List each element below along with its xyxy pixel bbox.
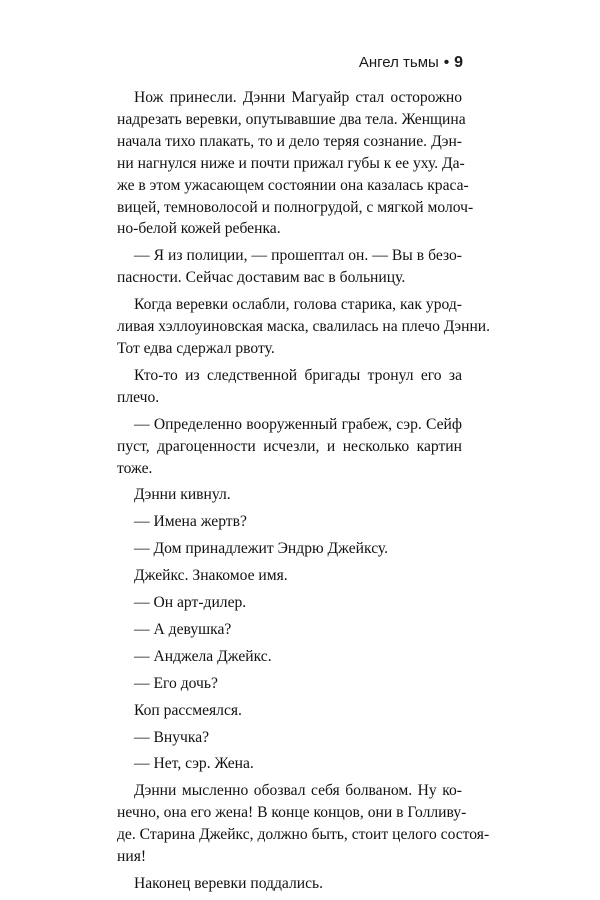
text-line: ни нагнулся ниже и почти прижал губы к ее уху. Да- — [117, 154, 465, 172]
paragraph — [117, 727, 462, 749]
text-line: — Анджела Джейкс. — [134, 647, 272, 665]
paragraph — [117, 245, 462, 289]
paragraph — [117, 484, 462, 506]
text-line: — Нет, сэр. Жена. — [134, 755, 254, 773]
paragraph — [117, 592, 462, 614]
text-line: ния! — [117, 848, 147, 866]
text-line: начала тихо плакать, то и дело теряя сознание. Дэн- — [117, 132, 462, 150]
text-line: — А девушка? — [134, 620, 232, 638]
text-line: — Его дочь? — [134, 674, 218, 692]
text-line: Нож принесли. Дэнни Магуайр стал осторожно — [134, 89, 462, 106]
text-line: ливая хэллоуиновская маска, свалилась на плечо Дэнни. — [117, 318, 491, 336]
running-head-title: Ангел тьмы — [358, 54, 439, 71]
text-line: тоже. — [117, 459, 153, 477]
running-head-separator: • — [443, 54, 450, 71]
text-line: но-белой кожей ребенка. — [117, 220, 281, 238]
paragraph — [117, 414, 462, 480]
text-line: Дэнни мысленно обозвал себя болваном. Ну ко- — [134, 782, 462, 800]
paragraph — [117, 538, 462, 560]
text-line: пасности. Сейчас доставим вас в больницу. — [117, 269, 406, 287]
text-line: вицей, темноволосой и полногрудой, с мягкой молоч- — [117, 198, 474, 216]
text-line: — Я из полиции, — прошептал он. — Вы в безо- — [134, 247, 462, 265]
paragraph — [117, 673, 462, 695]
text-line: же в этом ужасающем состоянии она казалась краса- — [117, 176, 469, 194]
text-line: — Он арт-дилер. — [134, 594, 247, 612]
page-number: 9 — [454, 54, 463, 71]
paragraph — [117, 565, 462, 587]
paragraph — [117, 780, 490, 868]
paragraph — [117, 700, 462, 722]
text-line: де. Старина Джейкс, должно быть, стоит целого состоя- — [117, 826, 490, 844]
running-head — [359, 54, 463, 72]
text-line: Джейкс. Знакомое имя. — [134, 567, 288, 585]
body-text — [117, 87, 491, 900]
paragraph — [117, 873, 462, 895]
paragraph — [117, 365, 462, 409]
paragraph — [117, 753, 462, 775]
text-line: Наконец веревки поддались. — [134, 875, 324, 892]
text-line: нечно, она его жена! В конце концов, они в Голливу- — [117, 804, 467, 822]
text-line: — Определенно вооруженный грабеж, сэр. Сейф — [134, 415, 462, 433]
text-line: Тот едва сдержал рвоту. — [117, 339, 275, 357]
text-line: — Внучка? — [134, 728, 210, 746]
paragraph — [117, 294, 491, 360]
text-line: надрезать веревки, опутывавшие два тела. Женщина — [117, 110, 466, 128]
text-line: Коп рассмеялся. — [134, 701, 242, 719]
text-line: Кто-то из следственной бригады тронул его за — [134, 366, 462, 384]
text-line: — Дом принадлежит Эндрю Джейксу. — [134, 540, 389, 558]
paragraph — [117, 646, 462, 668]
text-line: — Имена жертв? — [134, 513, 247, 531]
paragraph — [117, 511, 462, 533]
paragraph — [117, 87, 474, 240]
text-line: пуст, драгоценности исчезли, и несколько картин — [117, 437, 462, 455]
paragraph — [117, 619, 462, 641]
text-line: Дэнни кивнул. — [134, 486, 231, 504]
text-line: плечо. — [117, 388, 160, 406]
text-line: Когда веревки ослабли, голова старика, как урод- — [134, 296, 462, 314]
